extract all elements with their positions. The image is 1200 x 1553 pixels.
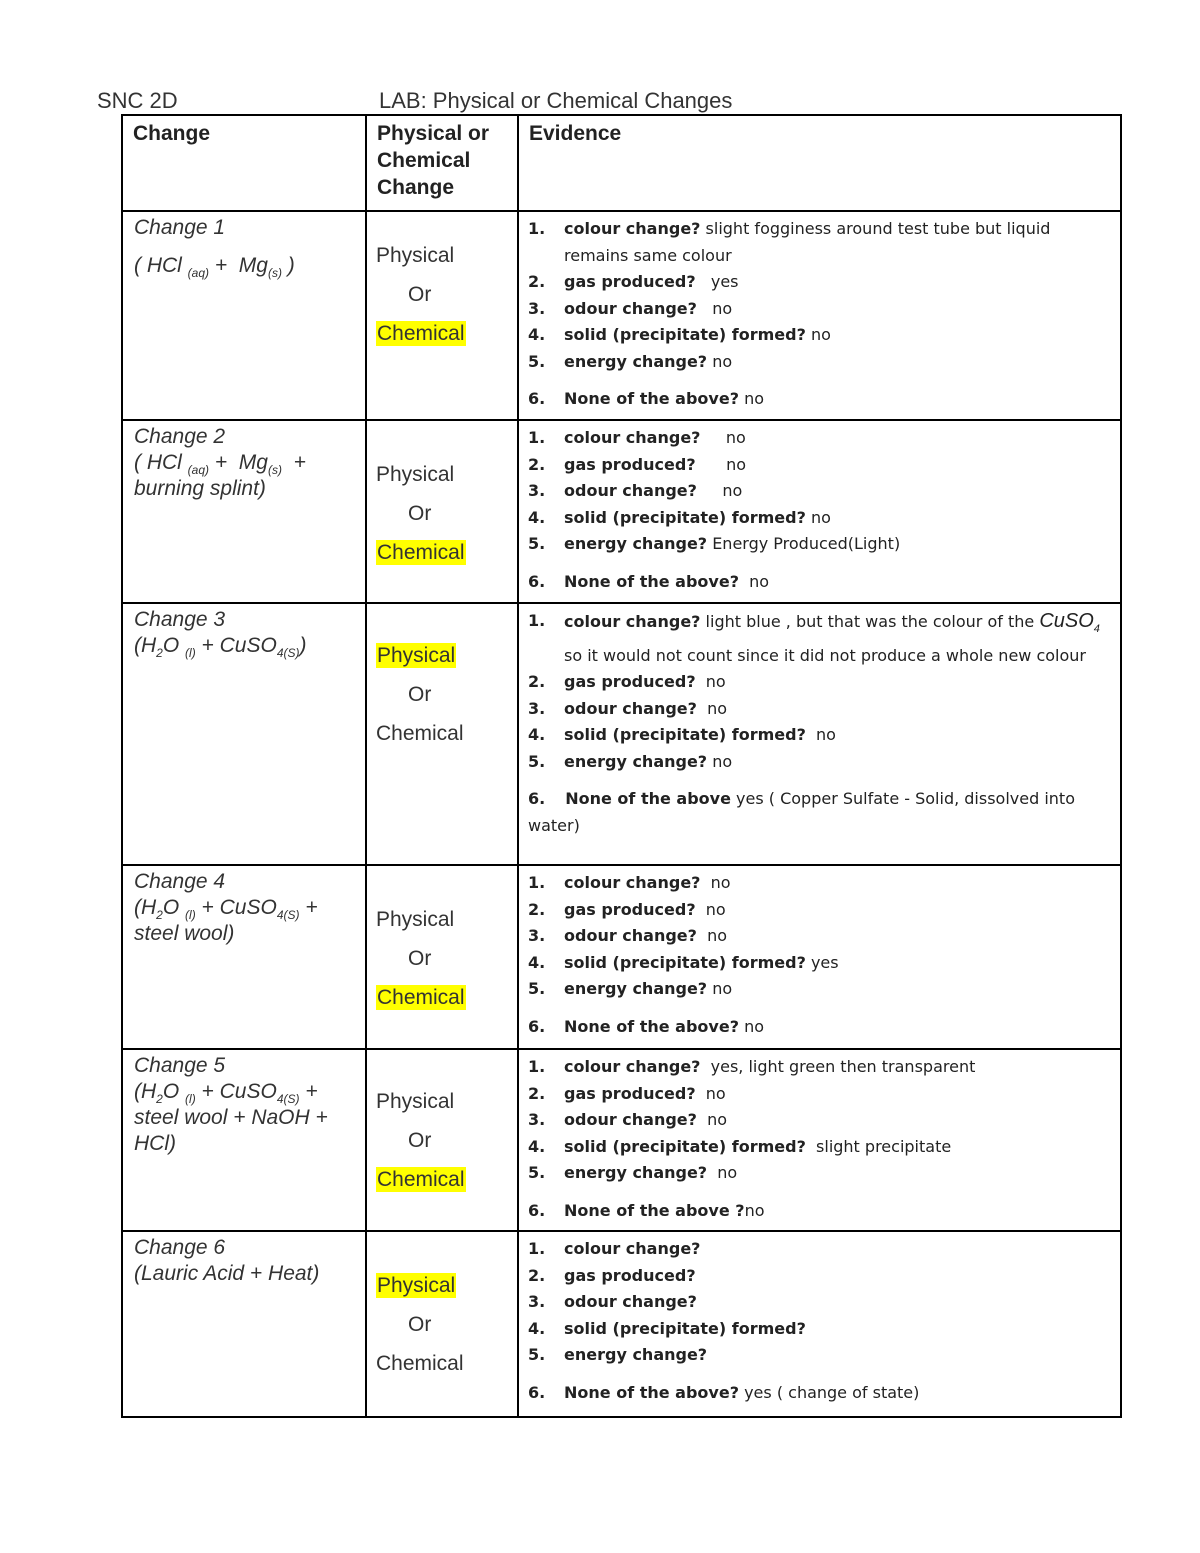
- answer: no: [705, 672, 726, 691]
- evidence-cell: 1. colour change? light blue , but that was the colour of the CuSO$_4$ so it would not count since it did not produce a whole new colour 2. gas produced? no 3. odour change? no 4. solid (precipitate) formed? no 5. energy change? no 6. None of the above yes ( Copper Sulfate - Solid, dissolved into water): [518, 603, 1121, 865]
- question-colour: colour change?: [564, 219, 701, 238]
- answer: no: [749, 571, 770, 591]
- question-none: None of the above ?: [564, 1200, 745, 1220]
- change-name: Change 2: [134, 425, 226, 448]
- table-header-row: [122, 115, 1121, 211]
- question-none: None of the above?: [564, 571, 739, 591]
- question-solid: solid (precipitate) formed?: [564, 952, 806, 972]
- option-or: Or: [408, 283, 432, 306]
- option-physical: Physical: [376, 244, 455, 267]
- col-header-change: Change: [122, 115, 366, 211]
- table-row: [122, 865, 1121, 1049]
- answer: Energy Produced(Light): [712, 534, 901, 553]
- answer: no: [705, 1083, 726, 1103]
- question-gas: gas produced?: [564, 272, 696, 291]
- question-solid: solid (precipitate) formed?: [564, 1318, 806, 1338]
- answer: light blue , but that was the colour of the: [705, 612, 1035, 631]
- answer: yes ( Copper Sulfate - Solid, dissolved into water): [528, 789, 1075, 835]
- option-physical: Physical: [376, 908, 455, 931]
- option-chemical: Chemical: [377, 541, 465, 564]
- option-physical: Physical: [376, 463, 455, 486]
- change-cell: [122, 865, 366, 1049]
- change-cell: [122, 211, 366, 420]
- question-none: None of the above?: [564, 389, 739, 408]
- question-energy: energy change?: [564, 351, 708, 371]
- evidence-cell: 1. colour change? no 2. gas produced? no 3. odour change? no 4. solid (precipitate) formed? no 5. energy change? Energy Produced(Light) 6. None of the above? no: [518, 420, 1121, 603]
- option-chemical: Chemical: [377, 322, 465, 345]
- answer: yes: [710, 272, 739, 291]
- answer: no: [707, 698, 728, 718]
- question-odour: odour change?: [564, 481, 697, 500]
- question-colour: colour change?: [564, 1239, 701, 1258]
- type-cell: [366, 211, 518, 420]
- answer: no: [810, 507, 831, 527]
- change-formula: ( HCl $_{(aq)} + Mg_{(s)}$ ): [134, 254, 295, 280]
- question-energy: energy change?: [564, 751, 708, 771]
- question-solid: solid (precipitate) formed?: [564, 507, 806, 527]
- change-name: Change 3: [134, 608, 226, 631]
- option-chemical: Chemical: [377, 986, 465, 1009]
- question-solid: solid (precipitate) formed?: [564, 1136, 806, 1156]
- option-physical: Physical: [377, 1274, 456, 1297]
- table-row: [122, 1049, 1121, 1231]
- page-title: LAB: Physical or Chemical Changes: [379, 88, 733, 113]
- answer: no: [712, 979, 733, 998]
- question-energy: energy change?: [564, 1163, 708, 1182]
- question-odour: odour change?: [564, 1292, 697, 1311]
- answer: no: [707, 926, 728, 945]
- question-none: None of the above?: [564, 1382, 739, 1402]
- course-code: SNC 2D: [97, 88, 178, 113]
- question-colour: colour change?: [564, 612, 701, 631]
- option-chemical: Chemical: [376, 1352, 464, 1375]
- answer: no: [712, 351, 733, 371]
- type-cell: [366, 865, 518, 1049]
- question-colour: colour change?: [564, 873, 701, 892]
- change-name: Change 6: [134, 1236, 226, 1259]
- change-formula: ( HCl $_{(aq)} + Mg_{(s)}$ + burning splint): [134, 451, 306, 500]
- table-row: [122, 211, 1121, 420]
- change-cell: [122, 603, 366, 865]
- answer: no: [744, 389, 765, 408]
- answer: slight fogginess around test tube but liquid remains same colour: [564, 219, 1051, 265]
- question-gas: gas produced?: [564, 899, 696, 919]
- change-formula: ($H_2O$ $_{(l)}$ + CuSO$_{4(S)}$ + steel wool + NaOH + HCl): [134, 1080, 328, 1155]
- question-colour: colour change?: [564, 1057, 701, 1076]
- question-colour: colour change?: [564, 428, 701, 447]
- answer: slight precipitate: [816, 1136, 952, 1156]
- change-cell: [122, 1049, 366, 1231]
- question-gas: gas produced?: [564, 672, 696, 691]
- answer: no: [726, 454, 747, 474]
- option-physical: Physical: [377, 644, 456, 667]
- question-solid: solid (precipitate) formed?: [564, 325, 806, 344]
- change-cell: [122, 420, 366, 603]
- answer: no: [717, 1163, 738, 1182]
- answer: no: [810, 325, 831, 344]
- question-none: None of the above: [565, 789, 731, 808]
- option-chemical: Chemical: [377, 1168, 465, 1191]
- table-row: [122, 1231, 1121, 1417]
- question-energy: energy change?: [564, 1345, 708, 1364]
- type-cell: [366, 1231, 518, 1417]
- answer: no: [816, 725, 836, 744]
- option-or: Or: [408, 1313, 432, 1336]
- question-none: None of the above?: [564, 1016, 739, 1036]
- lab-table: [121, 114, 1122, 1418]
- col-header-type-line2: Chemical: [377, 149, 471, 172]
- answer: yes, light green then transparent: [710, 1057, 976, 1076]
- question-odour: odour change?: [564, 698, 697, 718]
- question-odour: odour change?: [564, 298, 697, 318]
- table-row: [122, 420, 1121, 603]
- question-gas: gas produced?: [564, 1265, 696, 1285]
- answer: so it would not count since it did not produce a whole new colour: [564, 645, 1086, 665]
- type-cell: [366, 603, 518, 865]
- evidence-cell: 1. colour change? no 2. gas produced? no 3. odour change? no 4. solid (precipitate) formed? yes 5. energy change? no 6. None of the above? no: [518, 865, 1121, 1049]
- col-header-type-line1: Physical or: [377, 122, 490, 145]
- question-gas: gas produced?: [564, 454, 696, 474]
- evidence-cell: 1. colour change? yes, light green then transparent 2. gas produced? no 3. odour change? no 4. solid (precipitate) formed? slight precipitate 5. energy change? no 6. None of the above ?no: [518, 1049, 1121, 1231]
- type-cell: [366, 420, 518, 603]
- answer: no: [722, 481, 743, 500]
- evidence-cell: 1. colour change? 2. gas produced? 3. odour change? 4. solid (precipitate) formed? 5. energy change? 6. None of the above? yes ( change of state): [518, 1231, 1121, 1417]
- option-physical: Physical: [376, 1090, 455, 1113]
- option-or: Or: [408, 502, 432, 525]
- question-energy: energy change?: [564, 979, 708, 998]
- change-name: Change 1: [134, 216, 226, 239]
- question-odour: odour change?: [564, 926, 697, 945]
- answer: no: [712, 751, 733, 771]
- type-cell: [366, 1049, 518, 1231]
- col-header-type-line3: Change: [377, 176, 455, 199]
- answer: no: [707, 1110, 728, 1129]
- question-solid: solid (precipitate) formed?: [564, 725, 806, 744]
- answer: no: [705, 899, 726, 919]
- answer: yes ( change of state): [744, 1382, 920, 1402]
- change-formula: (Lauric Acid + Heat): [134, 1262, 320, 1285]
- change-name: Change 4: [134, 870, 226, 893]
- change-formula: ($H_2O$ $_{(l)}$ + CuSO$_{4(S)}$): [134, 634, 307, 660]
- evidence-cell: 1. colour change? slight fogginess around test tube but liquid remains same colour 2. gas produced? yes 3. odour change? no 4. solid (precipitate) formed? no 5. energy change? no 6. None of the above? no: [518, 211, 1121, 420]
- col-header-type: [366, 115, 518, 211]
- col-header-evidence: Evidence: [518, 115, 1121, 211]
- question-odour: odour change?: [564, 1110, 697, 1129]
- answer: no: [744, 1016, 765, 1036]
- question-gas: gas produced?: [564, 1083, 696, 1103]
- answer: no: [712, 298, 733, 318]
- change-name: Change 5: [134, 1054, 226, 1077]
- table-row: [122, 603, 1121, 865]
- answer: yes: [810, 952, 839, 972]
- change-cell: [122, 1231, 366, 1417]
- option-or: Or: [408, 683, 432, 706]
- answer: no: [744, 1200, 765, 1220]
- option-chemical: Chemical: [376, 722, 464, 745]
- option-or: Or: [408, 1129, 432, 1152]
- question-energy: energy change?: [564, 534, 708, 553]
- change-formula: ($H_2O$ $_{(l)}$ + CuSO$_{4(S)}$ + steel wool): [134, 896, 318, 945]
- answer-formula: CuSO$_4$: [1039, 610, 1100, 635]
- answer: no: [710, 873, 731, 892]
- option-or: Or: [408, 947, 432, 970]
- answer: no: [725, 428, 746, 447]
